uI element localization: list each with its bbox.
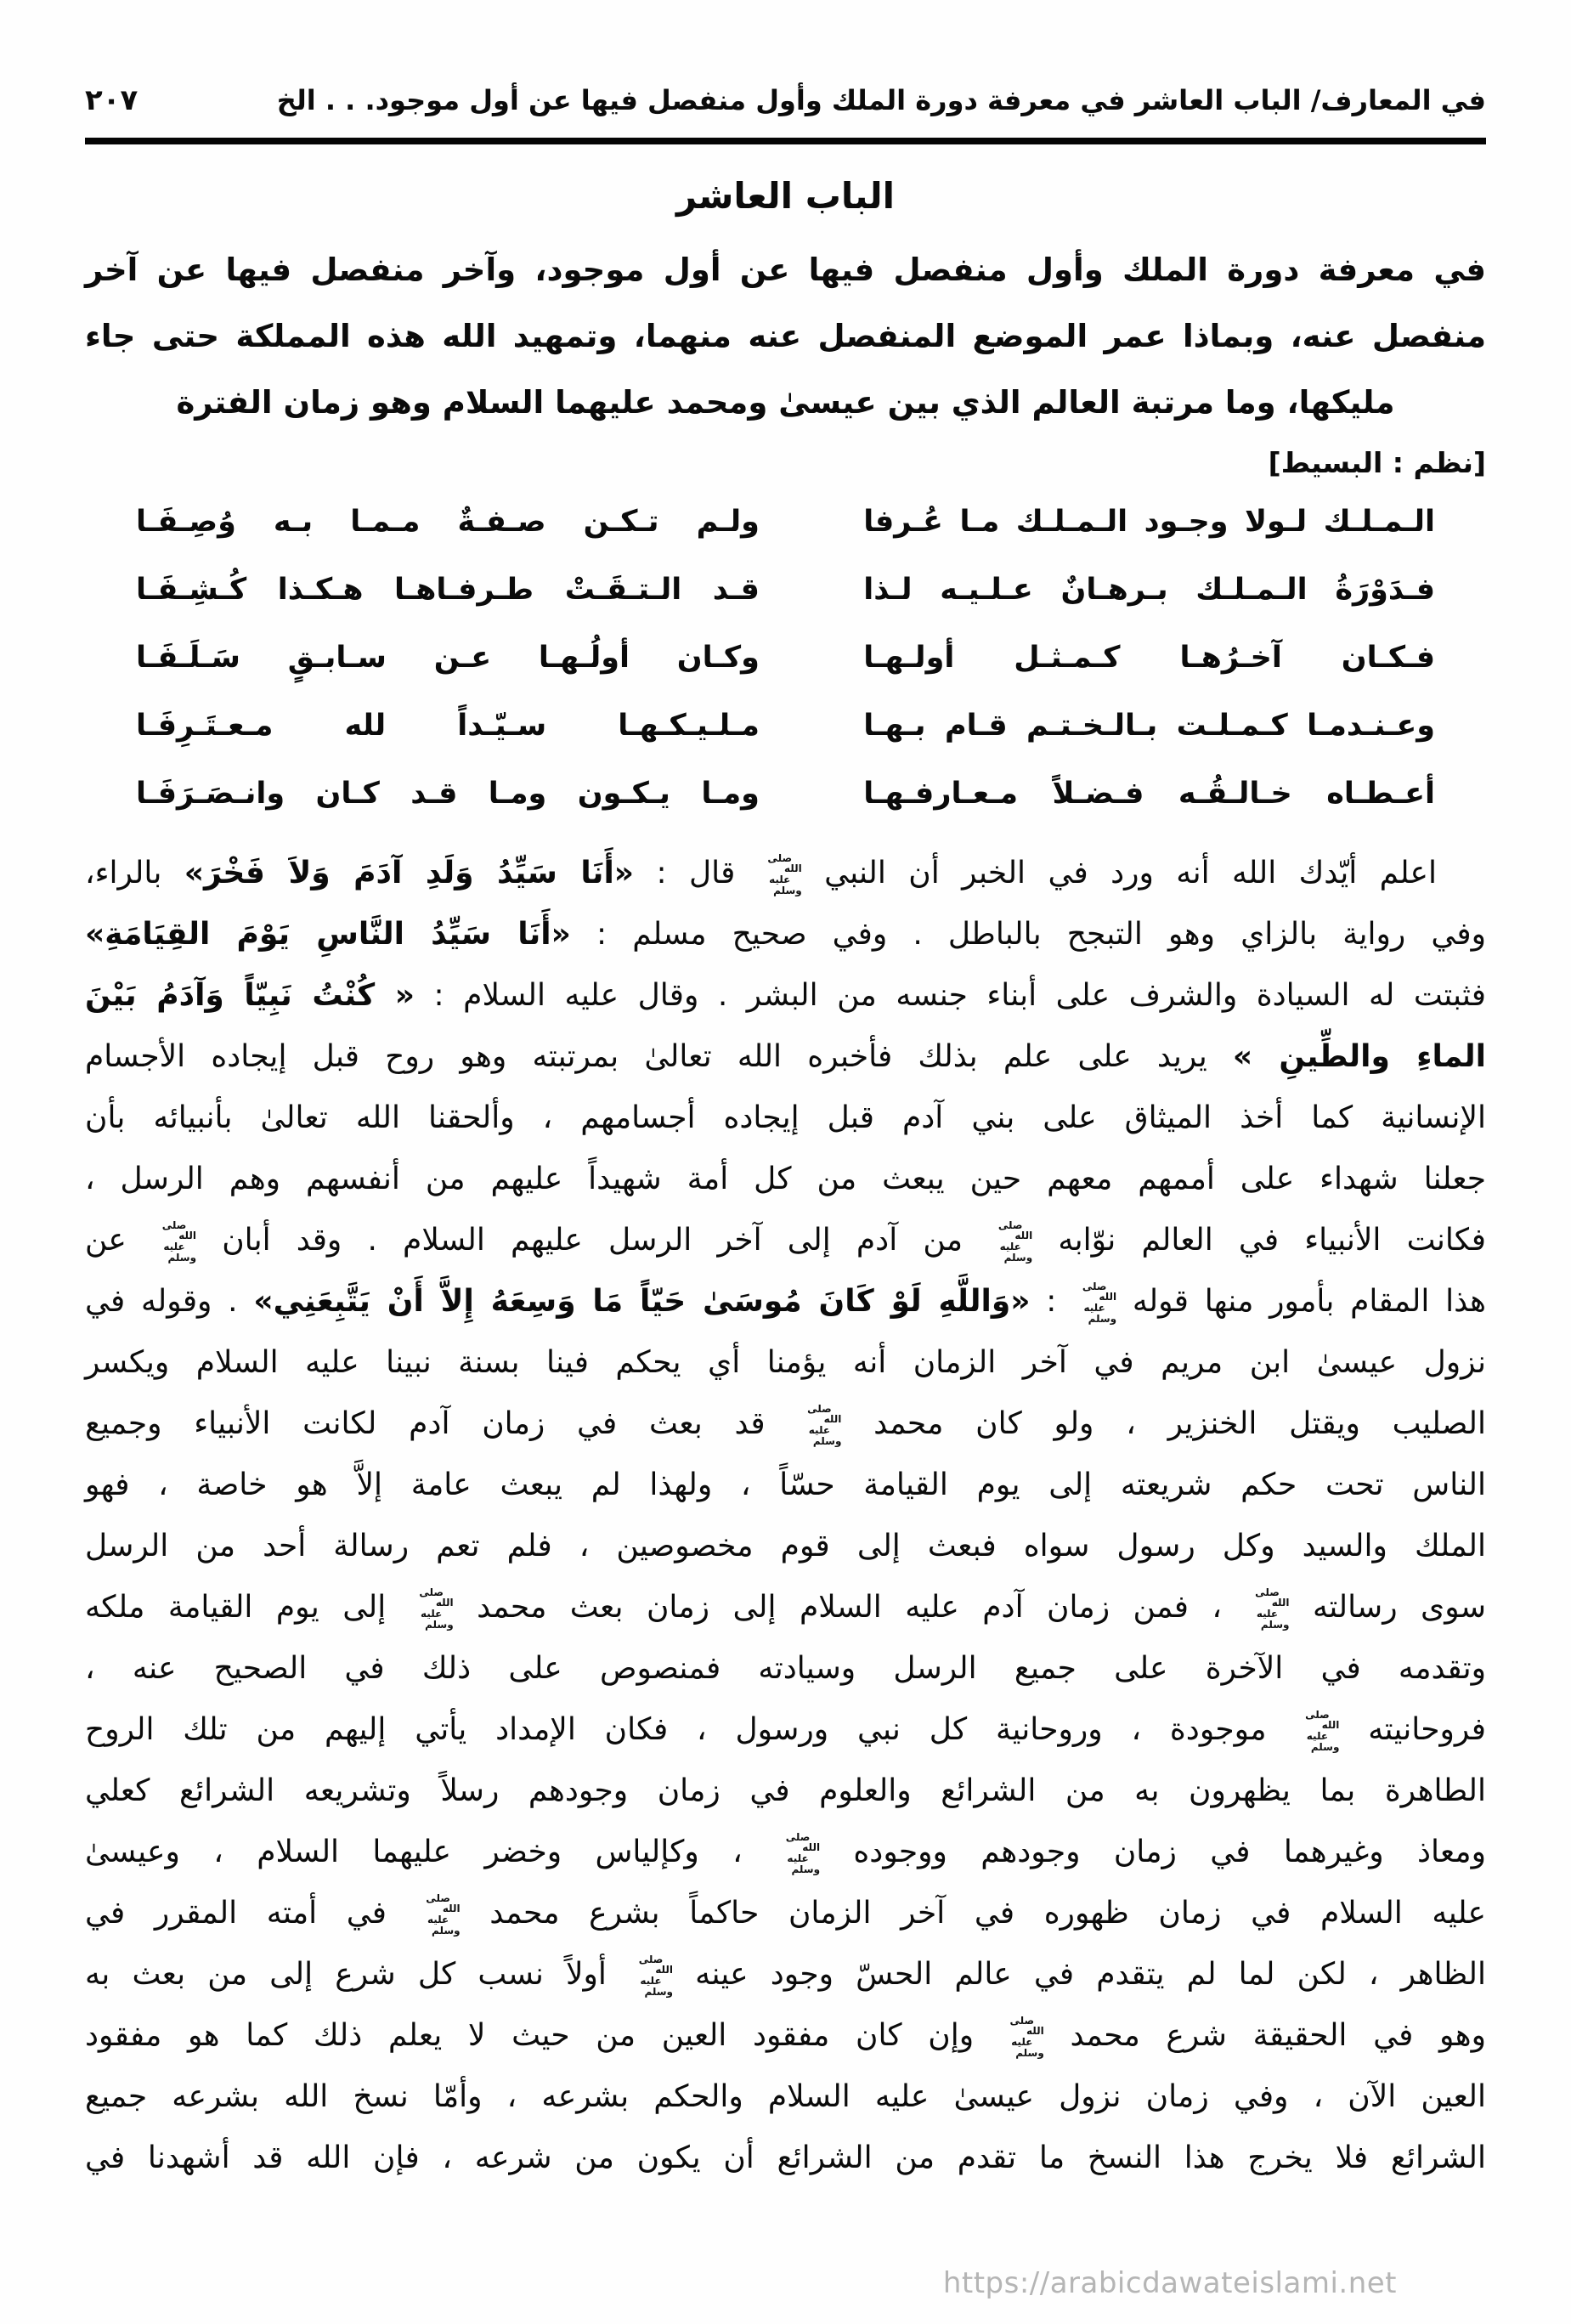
pbuh-seal-icon: صلى الله عليه وسلم [1255, 1586, 1290, 1631]
verse-row [136, 624, 1435, 692]
chapter-intro-line: مليكها، وما مرتبة العالم الذي بين عيسىٰ ومحمد عليهما السلام وهو زمان الفترة [176, 384, 1395, 421]
verse-row [136, 556, 1435, 624]
body-line: الشرائع فلا يخرج هذا النسخ ما تقدم من الشرائع أن يكون من شرعه ، فإن الله قد أشهدنا في [85, 2140, 1486, 2175]
body-line: الإنسانية كما أخذ الميثاق على بني آدم قبل إيجاده أجسامهم ، وألحقنا الله تعالىٰ بأنبيائه بأن [85, 1100, 1486, 1135]
body-line: وفي رواية بالزاي وهو التبجح بالباطل . وفي صحيح مسلم : «أَنَا سَيِّدُ النَّاسِ يَوْمَ القِيَامَةِ» [85, 917, 1486, 952]
body-line: جعلنا شهداء على أممهم معهم حين يبعث من كل أمة شهيداً عليهم من أنفسهم وهم الرسل ، [85, 1162, 1486, 1196]
pbuh-seal-icon: صلى الله عليه وسلم [426, 1891, 461, 1937]
chapter-intro-line: منفصل عنه، وبماذا عمر الموضع المنفصل عنه منهما، وتمهيد الله هذه المملكة حتى جاء [85, 318, 1486, 354]
pbuh-seal-icon: صلى الله عليه وسلم [1009, 2014, 1044, 2059]
body-line: نزول عيسىٰ ابن مريم في آخر الزمان أنه يؤمنا أي يحكم فينا بسنة نبينا عليه السلام ويكسر [85, 1345, 1486, 1380]
hemistich-first: أعـطـاه خـالـقُـه فـضـلاً مـعـارفـهـا [863, 777, 1435, 811]
body-line: الملك والسيد وكل رسول سواه فبعث إلى قوم مخصوصين ، فلم تعم رسالة أحد من الرسل [85, 1529, 1486, 1563]
pbuh-seal-icon: صلى الله عليه وسلم [638, 1953, 674, 1998]
verse-row [136, 488, 1435, 556]
verse-row [136, 692, 1435, 760]
header-rule [85, 138, 1486, 144]
pbuh-seal-icon: صلى الله عليه وسلم [161, 1219, 197, 1264]
body-line: وتقدمه في الآخرة على جميع الرسل وسيادته فمنصوص على ذلك في الصحيح عنه ، [85, 1651, 1486, 1686]
body-line: اعلم أيّدك الله أنه ورد في الخبر أن النبي صلى الله عليه وسلم قال : «أَنَا سَيِّدُ وَلَدِ آدَمَ وَلاَ فَخْرَ» بالراء، [85, 851, 1437, 896]
body-line: سوى رسالته صلى الله عليه وسلم ، فمن زمان آدم عليه السلام إلى زمان بعث محمد صلى الله عليه وسلم إلى يوم القيامة ملكه [85, 1586, 1486, 1631]
body-line: فروحانيته صلى الله عليه وسلم موجودة ، وروحانية كل نبي ورسول ، فكان الإمداد يأتي إليهم من تلك الروح [85, 1708, 1486, 1753]
hemistich-second: ولـم تـكـن صـفـةٌ مـمـا بـه وُصِـفَـا [136, 505, 760, 539]
page-header [85, 83, 1486, 117]
body-line: الماءِ والطِّينِ » يريد على علم بذلك فأخبره الله تعالىٰ بمرتبته وهو روح قبل إيجاده الأجسام [85, 1039, 1486, 1074]
hemistich-first: وعـنـدمـا كـمـلـت بـالـخـتـم قـام بـهـا [863, 709, 1435, 743]
body-line: فثبتت له السيادة والشرف على أبناء جنسه من البشر . وقال عليه السلام : « كُنْتُ نَبِيّاً وَآدَمُ بَيْنَ [85, 978, 1486, 1013]
hemistich-first: فـكـان آخـرُهـا كـمـثـل أولـهـا [863, 641, 1435, 675]
body-line: العين الآن ، وفي زمان نزول عيسىٰ عليه السلام والحكم بشرعه ، وأمّا نسخ الله بشرعه جميع [85, 2079, 1486, 2114]
pbuh-seal-icon: صلى الله عليه وسلم [1082, 1280, 1117, 1325]
pbuh-seal-icon: صلى الله عليه وسلم [785, 1830, 821, 1875]
chapter-intro [85, 237, 1486, 436]
hemistich-first: الـمـلـك لـولا وجـود الـمـلـك مـا عُـرفا [863, 505, 1435, 539]
body-line: عليه السلام في زمان ظهوره في آخر الزمان حاكماً بشرع محمد صلى الله عليه وسلم في أمته المقرر في [85, 1891, 1486, 1937]
body-line: الطاهرة بما يظهرون به من الشرائع والعلوم في زمان وجودهم رسلاً وتشريعه الشرائع كعلي [85, 1773, 1486, 1808]
chapter-intro-line: في معرفة دورة الملك وأول منفصل فيها عن أول موجود، وآخر منفصل فيها عن آخر [85, 252, 1486, 288]
hemistich-first: فـدَوْرَةُ الـمـلـك بـرهـانٌ عـلـيـه لـذا [863, 573, 1435, 607]
body-line: الظاهر ، لكن لما لم يتقدم في عالم الحسّ وجود عينه صلى الله عليه وسلم أولاً نسب كل شرع إلى من بعث به [85, 1953, 1486, 1998]
meter-label: [نظم : البسيط] [1268, 446, 1486, 479]
pbuh-seal-icon: صلى الله عليه وسلم [1305, 1708, 1340, 1753]
poem [85, 488, 1486, 828]
hemistich-second: مـلـيـكـهـا سـيّـداً لله مـعـتَـرِفَـا [136, 709, 760, 743]
pbuh-seal-icon: صلى الله عليه وسلم [997, 1219, 1033, 1264]
body-line: وهو في الحقيقة شرع محمد صلى الله عليه وسلم وإن كان مفقود العين من حيث لا يعلم ذلك كما هو مفقود [85, 2014, 1486, 2059]
body-line: هذا المقام بأمور منها قوله صلى الله عليه وسلم : «وَاللَّهِ لَوْ كَانَ مُوسَىٰ حَيّاً مَا وَسِعَهُ إِلاَّ أَنْ يَتَّبِعَنِي» . وقوله في [85, 1280, 1487, 1325]
chapter-title: الباب العاشر [676, 175, 895, 217]
body-line: الصليب ويقتل الخنزير ، ولو كان محمد صلى الله عليه وسلم قد بعث في زمان آدم لكانت الأنبياء وجميع [85, 1402, 1486, 1447]
body-line: ومعاذ وغيرهما في زمان وجودهم ووجوده صلى الله عليه وسلم ، وكإلياس وخضر عليهما السلام ، وعيسىٰ [85, 1830, 1486, 1875]
hemistich-second: قـد الـتـقَـتْ طـرفـاهـا هـكـذا كُـشِـفَـا [136, 573, 760, 607]
pbuh-seal-icon: صلى الله عليه وسلم [419, 1586, 454, 1631]
running-title: في المعارف/ الباب العاشر في معرفة دورة الملك وأول منفصل فيها عن أول موجود. . . الخ [276, 84, 1486, 116]
body-line: الناس تحت حكم شريعته إلى يوم القيامة حسّاً ، ولهذا لم يبعث عامة إلاَّ هو خاصة ، فهو [85, 1467, 1486, 1502]
hemistich-second: وكـان أولُـهـا عـن سـابـقٍ سَـلَـفَـا [136, 641, 760, 675]
hemistich-second: ومـا يـكـون ومـا قـد كـان وانـصَـرَفَـا [136, 777, 760, 811]
watermark-url: https://arabicdawateislami.net [942, 2266, 1397, 2300]
pbuh-seal-icon: صلى الله عليه وسلم [807, 1402, 842, 1447]
verse-row [136, 760, 1435, 828]
pbuh-seal-icon: صلى الله عليه وسلم [767, 851, 802, 896]
page-number: ٢٠٧ [85, 83, 138, 117]
body-paragraph [85, 843, 1486, 2189]
body-line: فكانت الأنبياء في العالم نوّابه صلى الله عليه وسلم من آدم إلى آخر الرسل عليهم السلام . وقد أبان صلى الله عليه وسلم عن [85, 1219, 1486, 1264]
